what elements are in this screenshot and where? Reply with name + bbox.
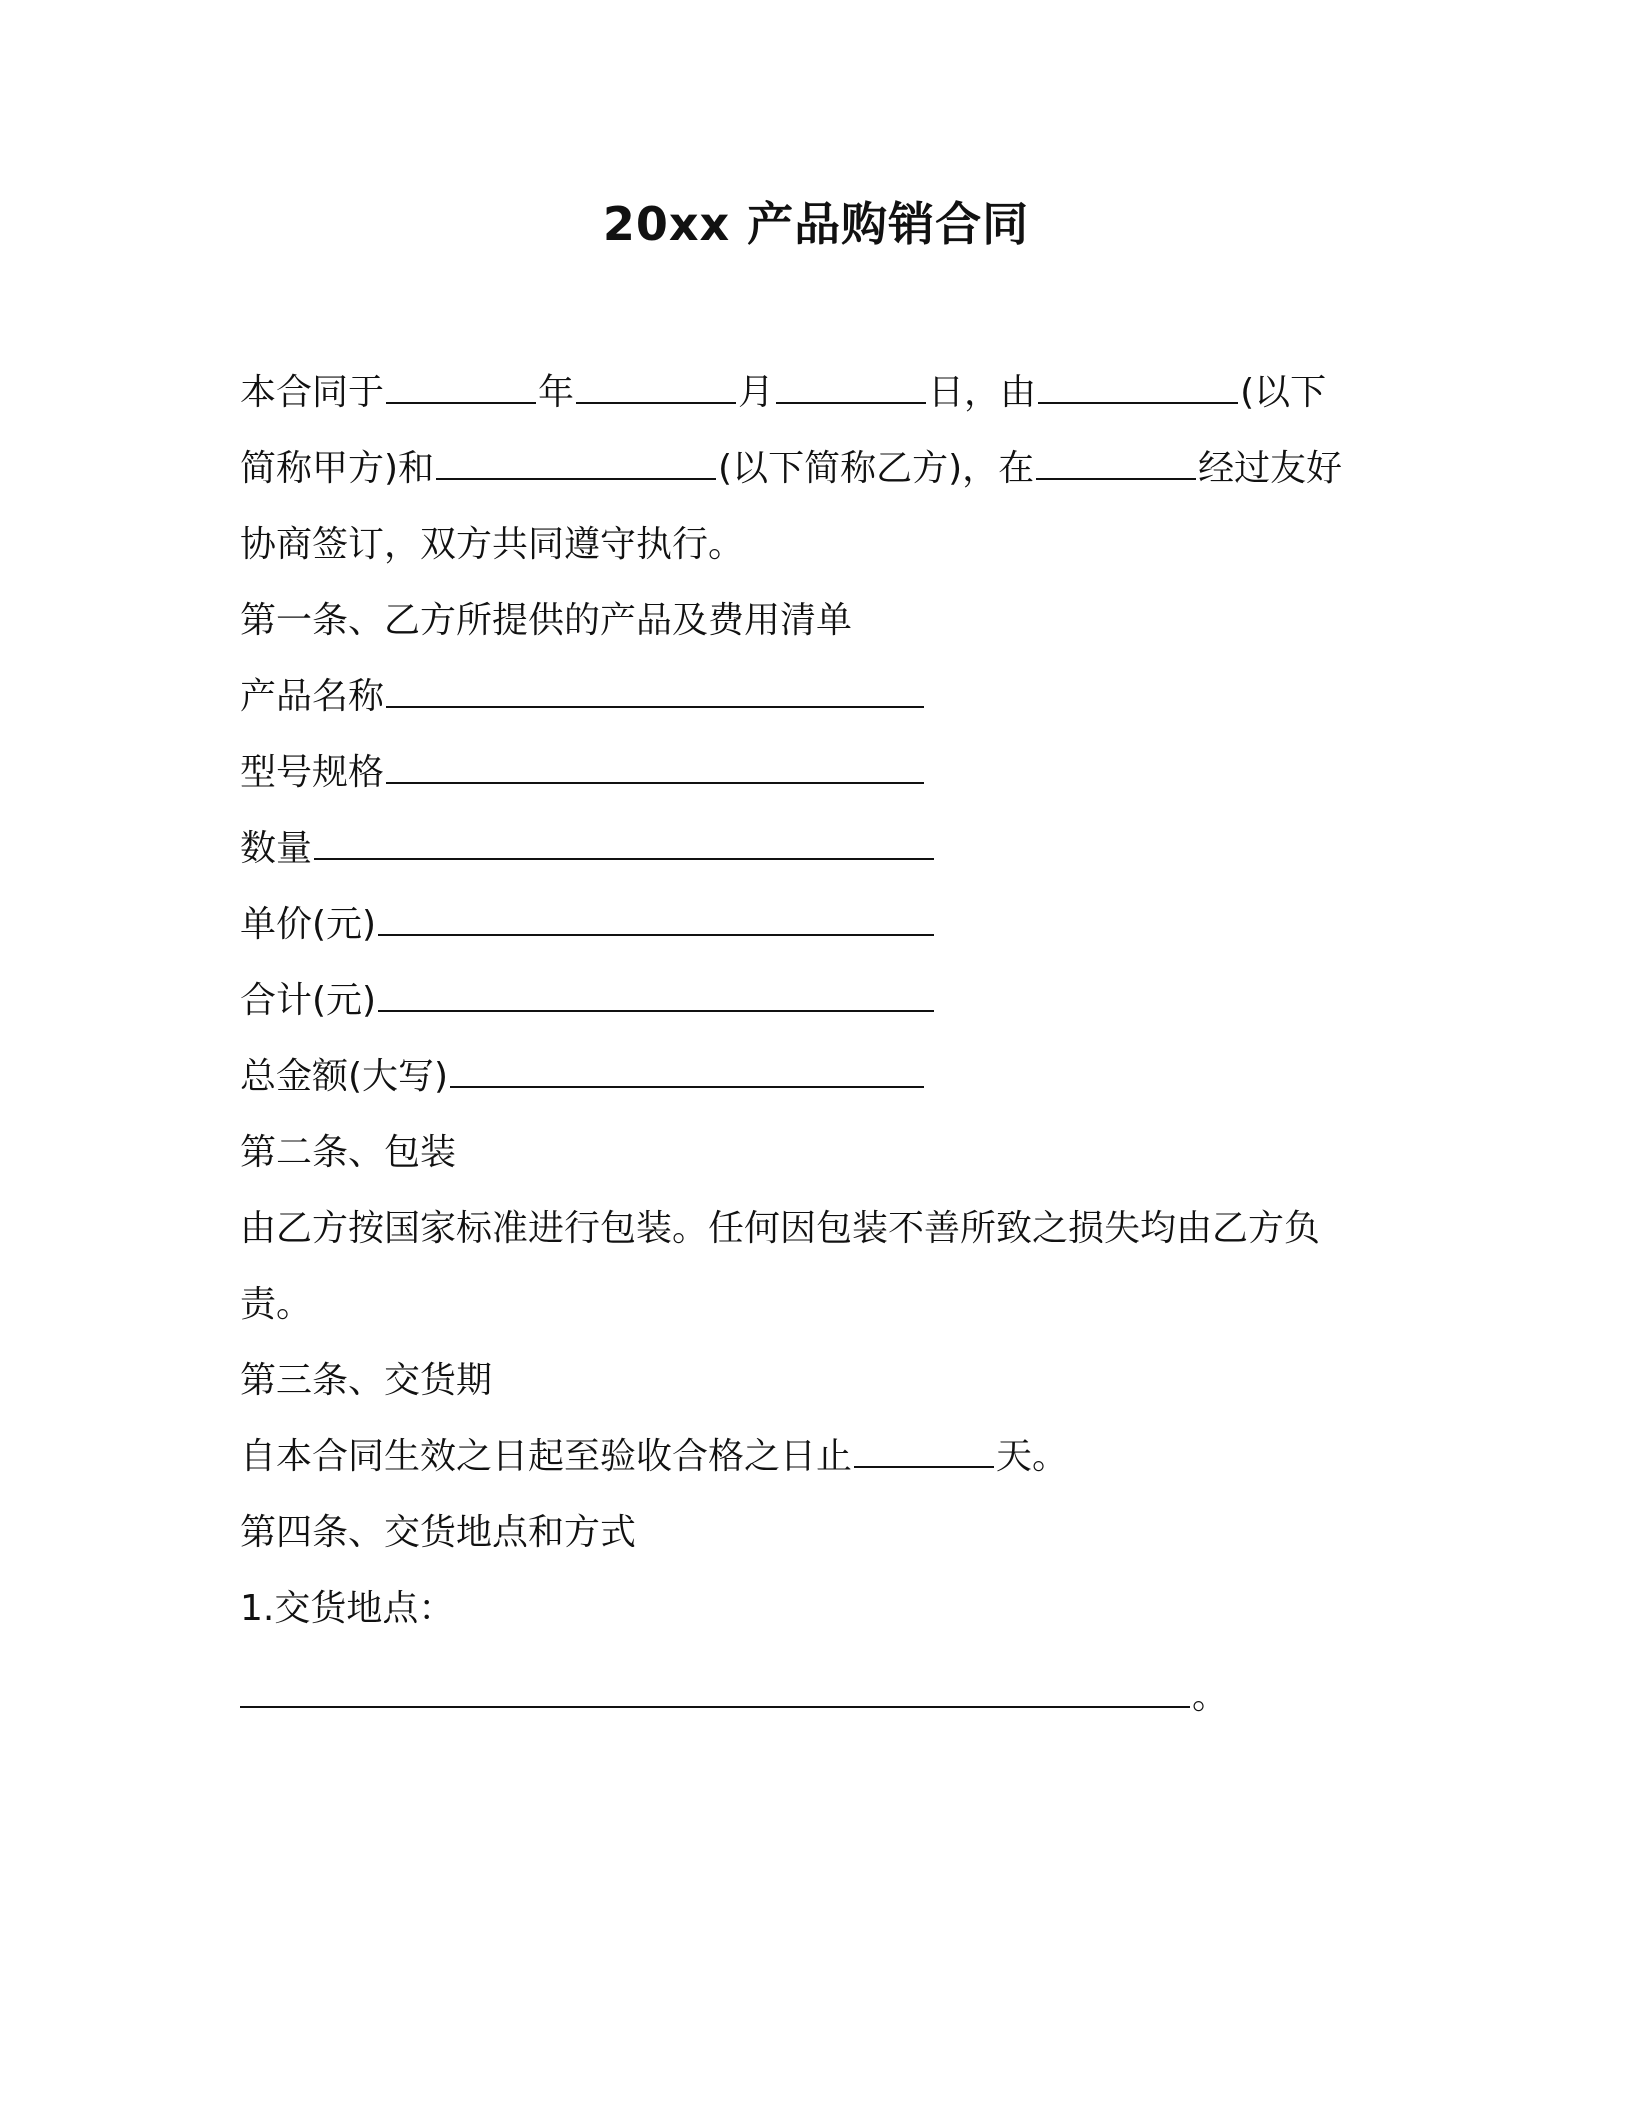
page-title: 20xx 产品购销合同 [602, 197, 1030, 251]
blank-delivery-days-field[interactable] [854, 1436, 994, 1468]
blank-total-amount-field[interactable] [450, 1056, 924, 1088]
field-unit-price [240, 902, 1400, 948]
delivery-location-label: 1.交货地点： [240, 1588, 455, 1629]
blank-location-field[interactable] [1036, 448, 1196, 480]
blank-party-a-field[interactable] [1038, 372, 1238, 404]
field-label: 数量 [240, 828, 313, 869]
field-label: 总金额(大写) [240, 1056, 449, 1097]
preamble-text: 年 [538, 372, 575, 413]
blank-unit-price-field[interactable] [378, 904, 934, 936]
field-quantity [240, 826, 1400, 872]
preamble-text: 简称甲方)和 [240, 448, 435, 489]
blank-model-spec-field[interactable] [386, 752, 924, 784]
blank-year-field[interactable] [386, 372, 536, 404]
article-3-heading: 第三条、交货期 [240, 1360, 493, 1401]
field-total-amount [240, 1054, 1400, 1100]
field-label: 单价(元) [240, 904, 377, 945]
field-label: 产品名称 [240, 676, 385, 717]
blank-delivery-location-field[interactable] [240, 1676, 1190, 1708]
preamble-line-3: 协商签订，双方共同遵守执行。 [240, 524, 745, 565]
article-2-text-line-1: 由乙方按国家标准进行包装。任何因包装不善所致之损失均由乙方负 [240, 1208, 1321, 1249]
blank-quantity-field[interactable] [314, 828, 934, 860]
preamble-text: (以下简称乙方)，在 [718, 448, 1035, 489]
article-2-text-line-2: 责。 [240, 1284, 313, 1325]
blank-day-field[interactable] [776, 372, 926, 404]
delivery-location-line [240, 1674, 1400, 1720]
delivery-period-text: 天。 [996, 1436, 1069, 1477]
preamble-line-2 [240, 446, 1400, 492]
delivery-period-text: 自本合同生效之日起至验收合格之日止 [240, 1436, 853, 1477]
article-3-text [240, 1434, 1400, 1480]
field-subtotal [240, 978, 1400, 1024]
delivery-location-end: 。 [1192, 1676, 1229, 1717]
preamble-text: 日，由 [928, 372, 1037, 413]
blank-party-b-field[interactable] [436, 448, 716, 480]
field-product-name [240, 674, 1400, 720]
field-model-spec [240, 750, 1400, 796]
blank-month-field[interactable] [576, 372, 736, 404]
field-label: 型号规格 [240, 752, 385, 793]
blank-product-name-field[interactable] [386, 676, 924, 708]
article-4-heading: 第四条、交货地点和方式 [240, 1512, 637, 1553]
article-2-heading: 第二条、包装 [240, 1132, 457, 1173]
blank-subtotal-field[interactable] [378, 980, 934, 1012]
field-label: 合计(元) [240, 980, 377, 1021]
preamble-text: (以下 [1240, 372, 1327, 413]
preamble-text: 月 [738, 372, 775, 413]
preamble-line-1 [240, 370, 1400, 416]
preamble-text: 经过友好 [1198, 448, 1343, 489]
preamble-text: 本合同于 [240, 372, 385, 413]
article-1-heading: 第一条、乙方所提供的产品及费用清单 [240, 600, 853, 641]
